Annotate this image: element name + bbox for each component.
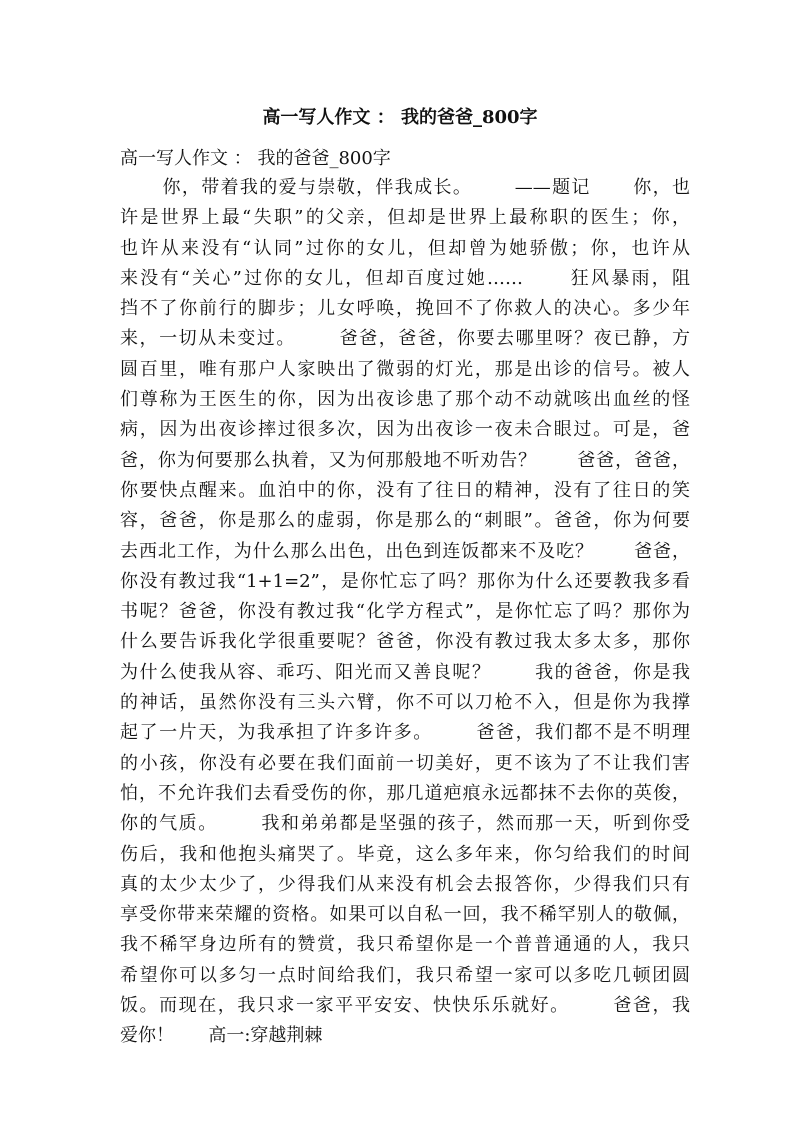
body-line: 去西北工作，为什么那么出色，出色到连饭都来不及吃？ 爸爸， (120, 540, 690, 562)
body-line: 怕，不允许我们去看受伤的你，那几道疤痕永远都抹不去你的英俊， (120, 782, 690, 804)
body-line: 容，爸爸，你是那么的虚弱，你是那么的“刺眼”。爸爸，你为何要 (120, 510, 690, 532)
body-line: 爱你！ 高一:穿越荆棘 (120, 1025, 323, 1047)
body-line: 来，一切从未变过。 爸爸，爸爸，你要去哪里呀？夜已静，方 (120, 328, 690, 350)
body-line: 们尊称为王医生的你，因为出夜诊患了那个动不动就咳出血丝的怪 (120, 389, 690, 411)
body-line: 你的气质。 我和弟弟都是坚强的孩子，然而那一天，听到你受 (120, 813, 690, 835)
body-line: 也许从来没有“认同”过你的女儿，但却曾为她骄傲；你，也许从 (120, 237, 690, 259)
body-line: 真的太少太少了，少得我们从来没有机会去报答你，少得我们只有 (120, 873, 690, 895)
body-line: 爸，你为何要那么执着，又为何那般地不听劝告？ 爸爸，爸爸， (120, 449, 690, 471)
body-line: 的神话，虽然你没有三头六臂，你不可以刀枪不入，但是你为我撑 (120, 692, 690, 714)
body-line: 圆百里，唯有那户人家映出了微弱的灯光，那是出诊的信号。被人 (120, 358, 690, 380)
body-line: 伤后，我和他抱头痛哭了。毕竟，这么多年来，你匀给我们的时间 (120, 843, 690, 865)
document-subtitle: 高一写人作文 ： 我的爸爸_800字 (120, 148, 391, 169)
body-line: 起了一片天，为我承担了许多许多。 爸爸，我们都不是不明理 (120, 722, 690, 744)
body-line: 你没有教过我“1+1=2”，是你忙忘了吗？那你为什么还要教我多看 (120, 570, 690, 592)
body-line: 的小孩，你没有必要在我们面前一切美好，更不该为了不让我们害 (120, 752, 690, 774)
body-line: 病，因为出夜诊摔过很多次，因为出夜诊一夜未合眼过。可是，爸 (120, 419, 690, 441)
body-line: 希望你可以多匀一点时间给我们，我只希望一家可以多吃几顿团圆 (120, 964, 690, 986)
document-title: 高一写人作文 ： 我的爸爸_800字 (262, 107, 538, 128)
body-line: 什么要告诉我化学很重要呢？爸爸，你没有教过我太多太多，那你 (120, 631, 690, 653)
body-line: 为什么使我从容、乖巧、阳光而又善良呢？ 我的爸爸，你是我 (120, 661, 690, 683)
body-line: 我不稀罕身边所有的赞赏，我只希望你是一个普普通通的人，我只 (120, 934, 690, 956)
body-line: 你要快点醒来。血泊中的你，没有了往日的精神，没有了往日的笑 (120, 479, 690, 501)
body-line: 挡不了你前行的脚步；儿女呼唤，挽回不了你救人的决心。多少年 (120, 298, 690, 320)
body-line: 饭。而现在，我只求一家平平安安、快快乐乐就好。 爸爸，我 (120, 995, 690, 1017)
body-line: 来没有“关心”过你的女儿，但却百度过她…… 狂风暴雨，阻 (120, 267, 690, 289)
document-body (120, 173, 690, 1052)
body-line: 享受你带来荣耀的资格。如果可以自私一回，我不稀罕别人的敬佩， (120, 904, 690, 926)
body-line: 许是世界上最“失职”的父亲，但却是世界上最称职的医生；你， (120, 207, 690, 229)
body-line: 你，带着我的爱与崇敬，伴我成长。 ——题记 你，也 (120, 177, 690, 198)
body-line: 书呢？爸爸，你没有教过我“化学方程式”，是你忙忘了吗？那你为 (120, 601, 690, 623)
